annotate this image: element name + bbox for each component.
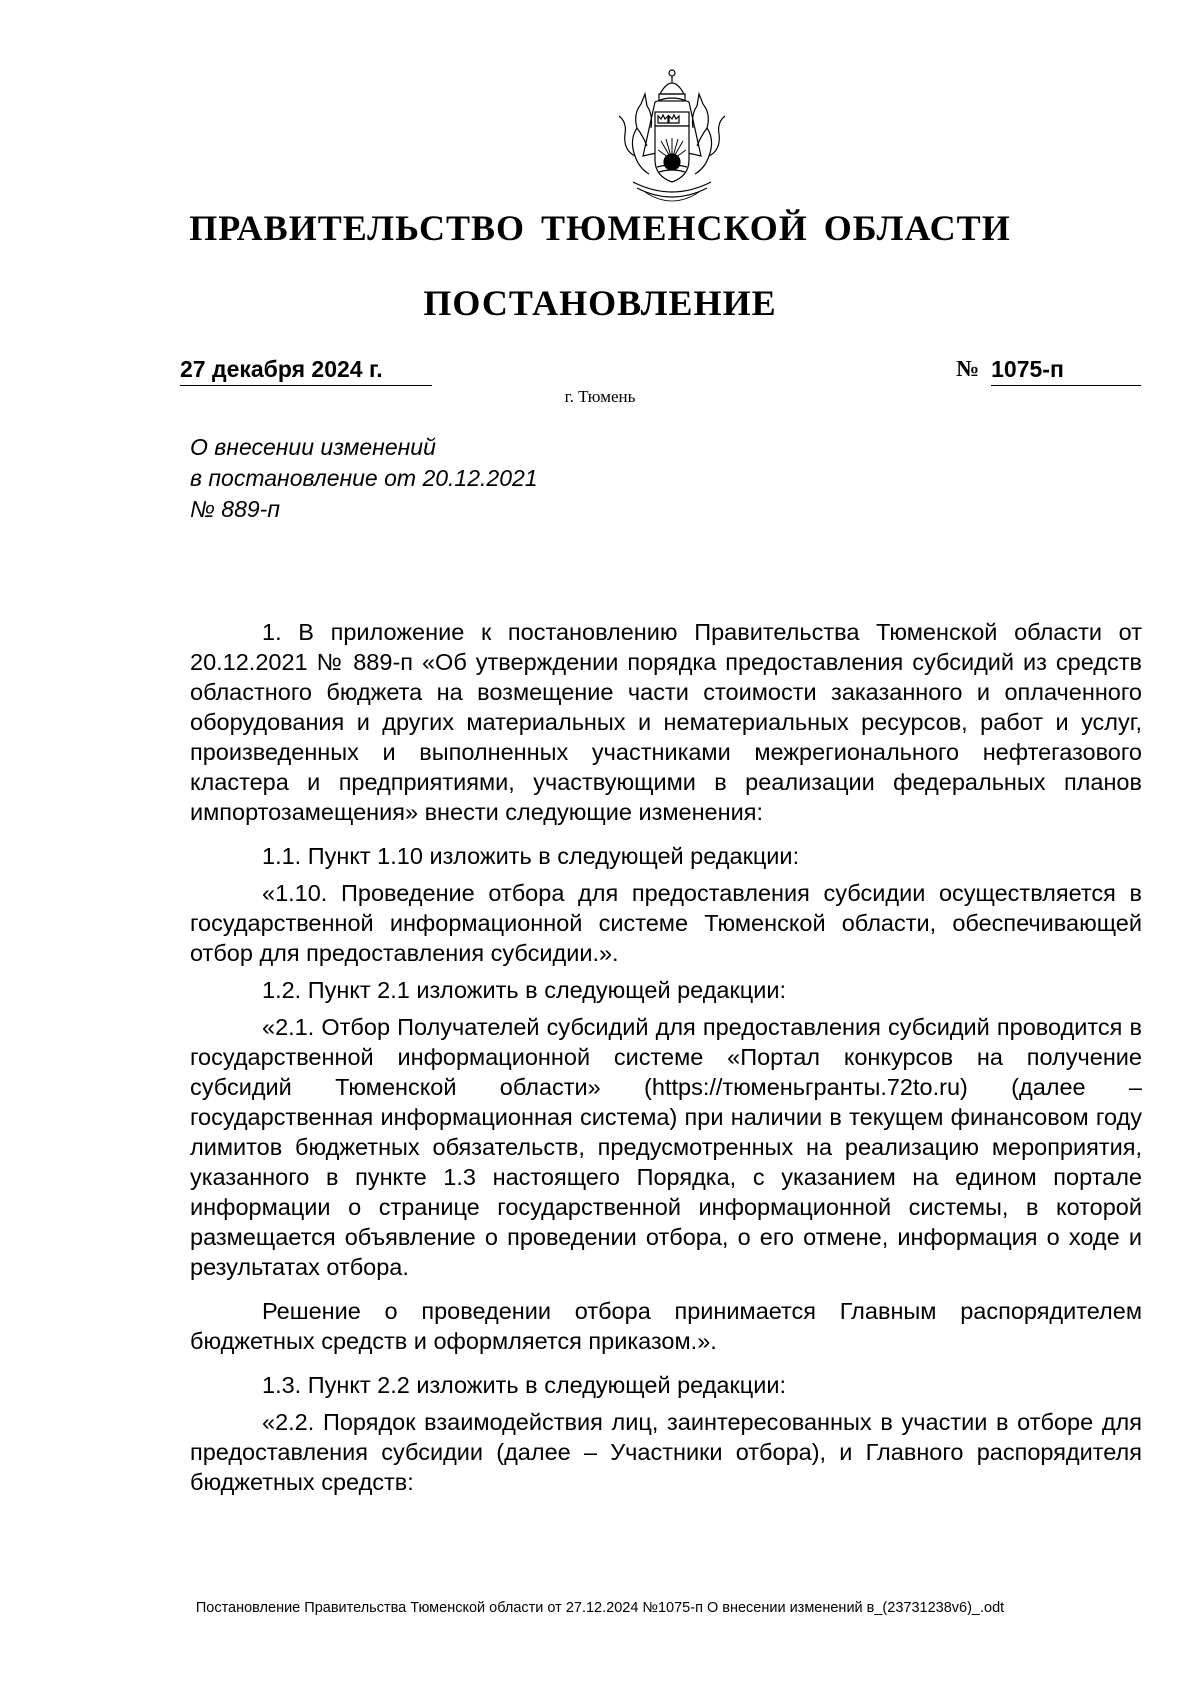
document-number bbox=[956, 356, 1141, 386]
body-paragraph: Решение о проведении отбора принимается Главным распорядителем бюджетных средств и оформляется приказом.». bbox=[190, 1298, 1142, 1354]
body-paragraph: 1.3. Пункт 2.2 изложить в следующей редакции: bbox=[262, 1372, 787, 1398]
document-body bbox=[190, 617, 1142, 1497]
body-paragraph: «1.10. Проведение отбора для предоставления субсидии осуществляется в государственной информационной системе Тюменской области, обеспечивающей отбор для предоставления субсидии.». bbox=[190, 880, 1142, 966]
subject-line: в постановление от 20.12.2021 bbox=[190, 465, 538, 491]
government-title: ПРАВИТЕЛЬСТВО ТЮМЕНСКОЙ ОБЛАСТИ bbox=[189, 208, 1011, 248]
document-date: 27 декабря 2024 г. bbox=[180, 356, 432, 386]
document-type: ПОСТАНОВЛЕНИЕ bbox=[423, 283, 777, 323]
subject-line: О внесении изменений bbox=[190, 434, 436, 460]
body-paragraph: «2.1. Отбор Получателей субсидий для предоставления субсидий проводится в государственной информационной системе «Портал конкурсов на получение субсидий Тюменской области» (https://тюменьгранты.72to.ru) (далее – государственная информационная система) при наличии в текущем финансовом году лимитов бюджетных обязательств, предусмотренных на реализацию мероприятия, указанного в пункте 1.3 настоящего Порядка, с указанием на едином портале информации о странице государственной информационной системы, в которой размещается объявление о проведении отбора, о его отмене, информация о ходе и результатах отбора. bbox=[190, 1014, 1142, 1280]
body-paragraph: «2.2. Порядок взаимодействия лиц, заинтересованных в участии в отборе для предоставления субсидии (далее – Участники отбора), и Главного распорядителя бюджетных средств: bbox=[190, 1409, 1142, 1495]
number-sign: № bbox=[956, 356, 980, 381]
document-subject bbox=[190, 432, 650, 525]
body-paragraph: 1. В приложение к постановлению Правительства Тюменской области от 20.12.2021 № 889-п «Об утверждении порядка предоставления субсидий из средств областного бюджета на возмещение части стоимости заказанного и оплаченного оборудования и других материальных и нематериальных ресурсов, работ и услуг, произведенных и выполненных участниками межрегионального нефтегазового кластера и предприятиями, участвующими в реализации федеральных планов импортозамещения» внести следующие изменения: bbox=[190, 619, 1142, 825]
body-paragraph: 1.2. Пункт 2.1 изложить в следующей редакции: bbox=[262, 977, 787, 1003]
document-footer: Постановление Правительства Тюменской области от 27.12.2024 №1075-п О внесении изменений в_(23731238v6)_.odt bbox=[195, 1600, 1005, 1616]
body-paragraph: 1.1. Пункт 1.10 изложить в следующей редакции: bbox=[262, 843, 800, 869]
subject-line: № 889-п bbox=[190, 496, 280, 522]
city-label: г. Тюмень bbox=[564, 387, 636, 406]
number-value: 1075-п bbox=[991, 356, 1141, 386]
tyumen-oblast-coat-of-arms-icon bbox=[597, 64, 747, 214]
